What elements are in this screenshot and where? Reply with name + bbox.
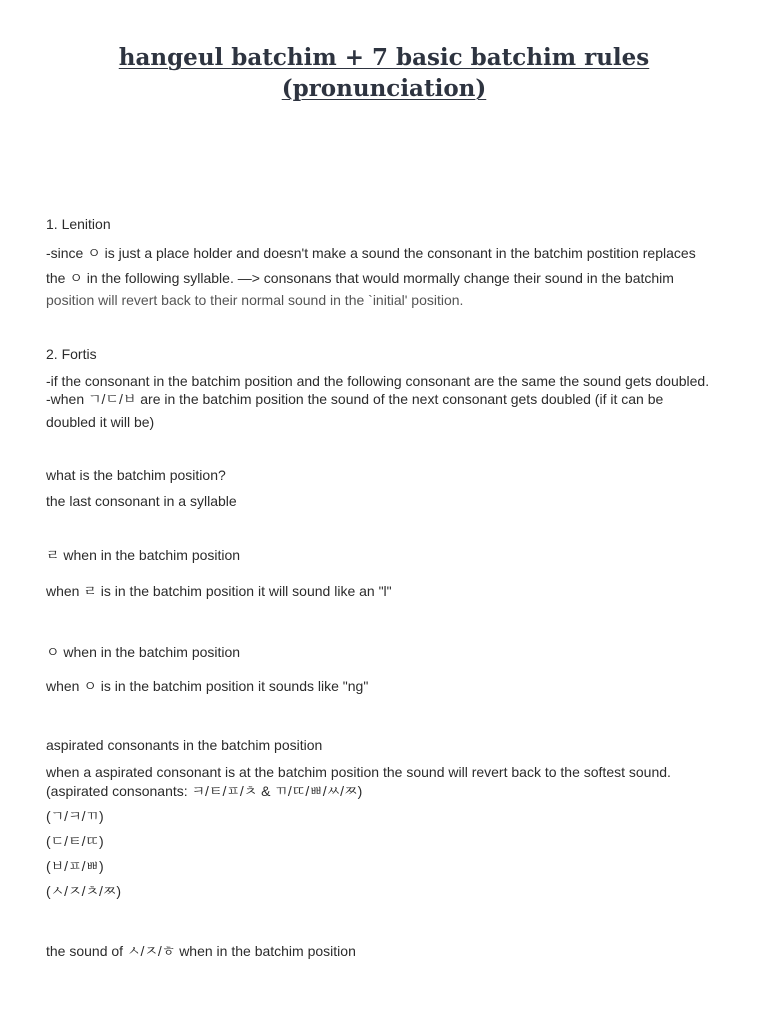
- title-line-1: hangeul batchim + 7 basic batchim rules: [118, 44, 650, 71]
- document-title: [0, 42, 768, 104]
- heading-rieul-batchim: ㄹ when in the batchim position: [46, 547, 241, 563]
- consonant-group: (ㄱ/ㅋ/ㄲ): [46, 808, 104, 824]
- paragraph-line: the last consonant in a syllable: [46, 493, 237, 509]
- heading-aspirated-batchim: aspirated consonants in the batchim position: [46, 737, 323, 753]
- heading-ieung-batchim: ㅇ when in the batchim position: [46, 644, 241, 660]
- heading-batchim-position: what is the batchim position?: [46, 467, 226, 483]
- title-line-2: (pronunciation): [281, 75, 487, 102]
- paragraph-line: when a aspirated consonant is at the batchim position the sound will revert back to the softest sound.: [46, 764, 671, 780]
- heading-siot-batchim: the sound of ㅅ/ㅈ/ㅎ when in the batchim position: [46, 943, 356, 959]
- paragraph-line: (aspirated consonants: ㅋ/ㅌ/ㅍ/ㅊ & ㄲ/ㄸ/ㅃ/ㅆ/ㅉ): [46, 783, 363, 799]
- paragraph-line: -when ㄱ/ㄷ/ㅂ are in the batchim position the sound of the next consonant gets doubled (if it can be: [46, 391, 664, 407]
- paragraph-line: position will revert back to their normal sound in the `initial' position.: [46, 292, 464, 308]
- paragraph-line: -since ㅇ is just a place holder and doesn't make a sound the consonant in the batchim postition replaces: [46, 245, 696, 261]
- paragraph-line: when ㅇ is in the batchim position it sounds like "ng": [46, 678, 369, 694]
- paragraph-line: -if the consonant in the batchim position and the following consonant are the same the sound gets doubled.: [46, 373, 710, 389]
- paragraph-line: the ㅇ in the following syllable. —> consonans that would mormally change their sound in the batchim: [46, 270, 674, 286]
- paragraph-line: when ㄹ is in the batchim position it will sound like an "l": [46, 583, 392, 599]
- consonant-group: (ㅅ/ㅈ/ㅊ/ㅉ): [46, 883, 122, 899]
- paragraph-line: doubled it will be): [46, 414, 155, 430]
- heading-lenition: 1. Lenition: [46, 216, 111, 232]
- consonant-group: (ㅂ/ㅍ/ㅃ): [46, 858, 104, 874]
- heading-fortis: 2. Fortis: [46, 346, 97, 362]
- consonant-group: (ㄷ/ㅌ/ㄸ): [46, 833, 104, 849]
